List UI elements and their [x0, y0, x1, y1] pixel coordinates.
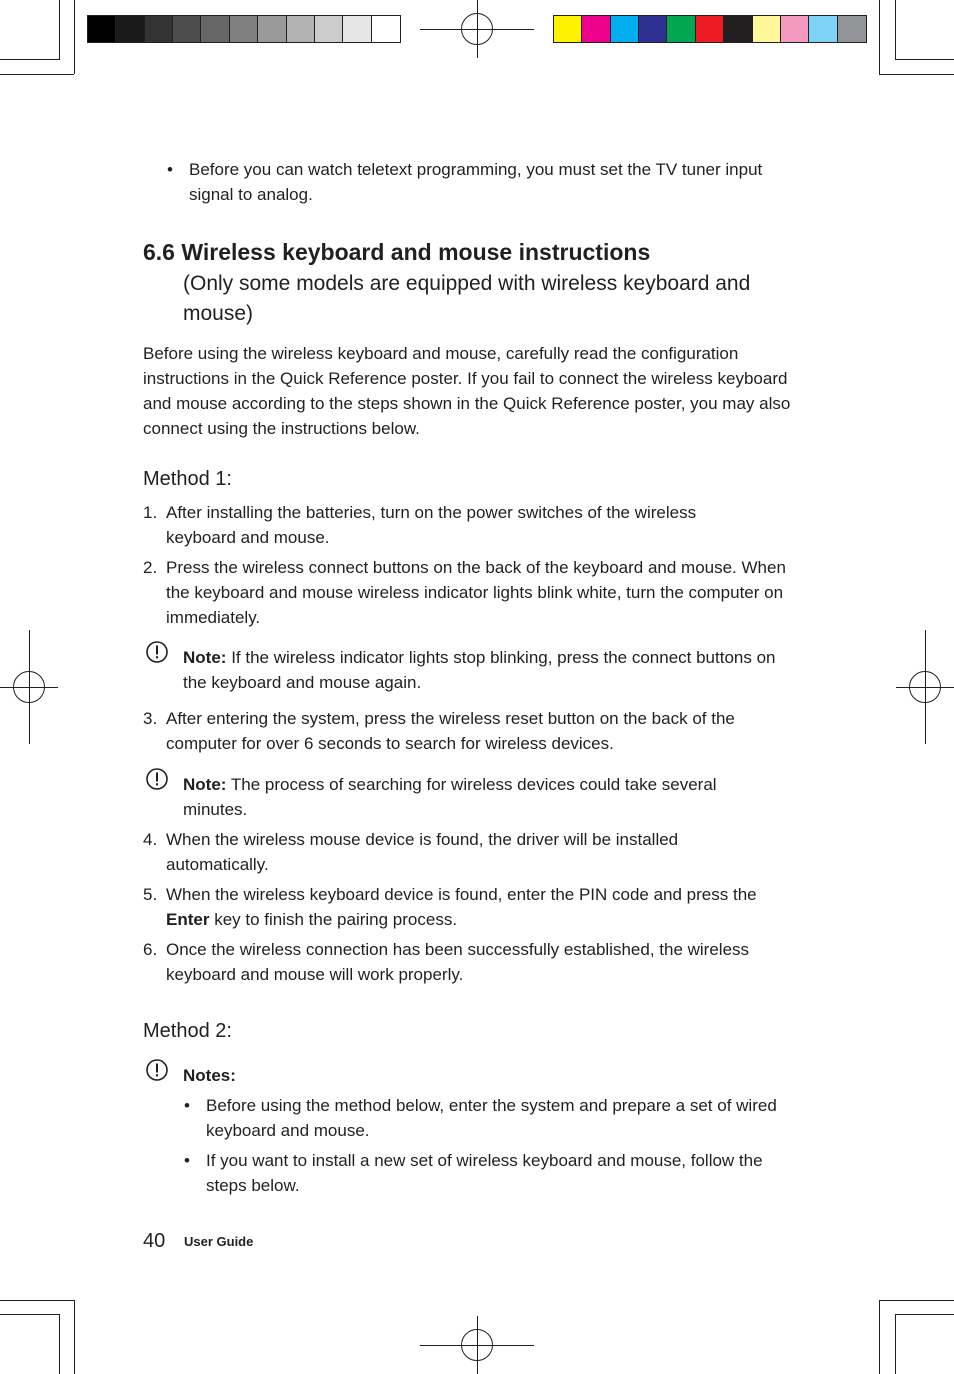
crop-mark — [0, 1314, 60, 1315]
bullet-icon: • — [184, 1151, 190, 1170]
page-number: 40 — [143, 1230, 166, 1252]
step-number: 3. — [143, 709, 158, 728]
color-swatch — [116, 16, 144, 42]
crop-mark — [0, 1300, 74, 1301]
color-swatch — [230, 16, 258, 42]
crop-mark — [0, 59, 60, 60]
color-swatch — [667, 16, 695, 42]
crop-mark — [879, 1300, 880, 1374]
color-swatch — [696, 16, 724, 42]
color-swatch — [145, 16, 173, 42]
note-icon — [146, 641, 168, 663]
color-swatch — [315, 16, 343, 42]
step3-text: After entering the system, press the wireless reset button on the back of the computer for over 6 seconds to search for wireless devices. — [166, 709, 735, 753]
color-swatch — [753, 16, 781, 42]
color-swatch — [173, 16, 201, 42]
registration-mark — [909, 671, 941, 703]
step2-text: Press the wireless connect buttons on the back of the keyboard and mouse. When the keyboard and mouse wireless indicator lights blink white, turn the computer on immediately. — [166, 558, 786, 627]
crop-mark — [895, 59, 954, 60]
color-swatch — [287, 16, 315, 42]
color-swatch — [781, 16, 809, 42]
step-number: 4. — [143, 830, 158, 849]
crop-mark — [59, 0, 60, 60]
color-swatch — [372, 16, 400, 42]
crop-mark — [895, 1314, 896, 1374]
color-swatch — [639, 16, 667, 42]
crop-mark — [895, 0, 896, 60]
step-number: 5. — [143, 885, 158, 904]
crop-mark — [895, 1314, 954, 1315]
bullet-icon: • — [184, 1096, 190, 1115]
registration-mark — [13, 671, 45, 703]
step4-text: When the wireless mouse device is found, the driver will be installed automatically. — [166, 830, 679, 874]
notes-label — [183, 1063, 236, 1088]
enter-key-label: Enter — [166, 910, 210, 929]
color-swatch — [201, 16, 229, 42]
note-icon — [146, 1059, 168, 1081]
section-subtitle: (Only some models are equipped with wireless keyboard and mouse) — [183, 272, 751, 325]
section-title: 6.6 Wireless keyboard and mouse instructions — [143, 239, 651, 265]
color-swatch — [724, 16, 752, 42]
step5-text-end: key to finish the pairing process. — [209, 910, 458, 929]
method2-bullet2: If you want to install a new set of wireless keyboard and mouse, follow the steps below. — [206, 1151, 763, 1195]
crop-mark — [879, 1300, 954, 1301]
note-label: Note: — [183, 775, 227, 794]
step6-text: Once the wireless connection has been successfully established, the wireless keyboard and mouse will work properly. — [166, 940, 750, 984]
note2-text: The process of searching for wireless devices could take several minutes. — [183, 775, 717, 819]
teletext-bullet-text: Before you can watch teletext programming, you must set the TV tuner input signal to analog. — [189, 160, 763, 204]
step-number: 6. — [143, 940, 158, 959]
crop-mark — [59, 1314, 60, 1374]
note-icon — [146, 768, 168, 790]
color-swatch — [809, 16, 837, 42]
bullet-icon: • — [167, 160, 173, 179]
method1-heading: Method 1: — [143, 468, 232, 490]
color-swatch — [554, 16, 582, 42]
color-swatch — [343, 16, 371, 42]
color-swatch — [838, 16, 866, 42]
step5-text-start: When the wireless keyboard device is found, enter the PIN code and press the — [166, 885, 757, 904]
crop-mark — [74, 0, 75, 74]
process-color-bar — [553, 15, 867, 43]
note1-text: If the wireless indicator lights stop blinking, press the connect buttons on the keyboard and mouse again. — [183, 648, 776, 692]
note1 — [183, 645, 783, 695]
note-label: Note: — [183, 648, 227, 667]
crop-mark — [74, 1300, 75, 1374]
color-swatch — [611, 16, 639, 42]
color-swatch — [88, 16, 116, 42]
step-number: 1. — [143, 503, 158, 522]
section-intro: Before using the wireless keyboard and mouse, carefully read the configuration instructions in the Quick Reference poster. If you fail to connect the wireless keyboard and mouse according to the steps shown in the Quick Reference poster, you may also connect using the instructions below. — [143, 344, 791, 438]
notes-label-text: Notes: — [183, 1066, 236, 1085]
note2 — [183, 772, 783, 822]
registration-mark — [461, 1329, 493, 1361]
color-swatch — [582, 16, 610, 42]
method2-heading: Method 2: — [143, 1020, 232, 1042]
crop-mark — [0, 74, 74, 75]
method2-bullet1: Before using the method below, enter the system and prepare a set of wired keyboard and mouse. — [206, 1096, 777, 1140]
grayscale-color-bar — [87, 15, 401, 43]
step-number: 2. — [143, 558, 158, 577]
crop-mark — [879, 0, 880, 74]
step1-text: After installing the batteries, turn on the power switches of the wireless keyboard and mouse. — [166, 503, 697, 547]
crop-mark — [879, 74, 954, 75]
footer-label: User Guide — [184, 1234, 254, 1249]
registration-mark — [461, 13, 493, 45]
color-swatch — [258, 16, 286, 42]
step5-text — [166, 882, 796, 932]
